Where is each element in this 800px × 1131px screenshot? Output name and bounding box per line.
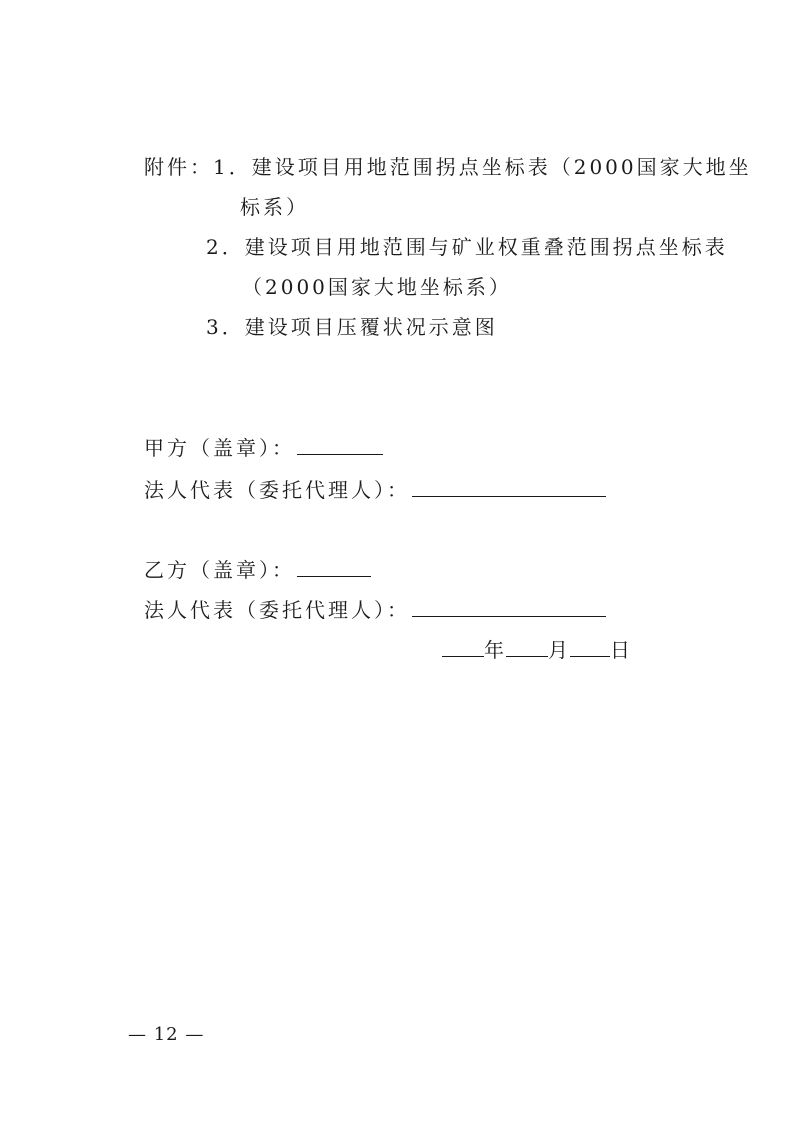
attachment-item-3-line1	[206, 313, 498, 341]
year-label: 年	[484, 638, 504, 662]
party-a-label: 甲方（盖章）：	[144, 436, 295, 460]
day-label: 日	[610, 638, 630, 662]
attachment-item-1-text: 建设项目用地范围拐点坐标表（2000国家大地坐	[251, 155, 752, 179]
party-b-seal-row	[144, 556, 371, 584]
year-blank[interactable]	[442, 636, 484, 657]
party-b-label: 乙方（盖章）：	[144, 558, 295, 582]
attachment-item-2-text-cont: （2000国家大地坐标系）	[242, 275, 512, 299]
attachment-item-3-text: 建设项目压覆状况示意图	[244, 315, 498, 339]
attachment-item-2-line2	[242, 273, 512, 301]
attachment-item-1-number: 1．	[213, 155, 252, 179]
party-b-rep-row	[144, 596, 606, 624]
attachment-item-2-text: 建设项目用地范围与矿业权重叠范围拐点坐标表	[244, 235, 728, 259]
party-a-seal-row	[144, 434, 383, 462]
party-a-seal-blank[interactable]	[297, 434, 383, 455]
month-blank[interactable]	[506, 636, 548, 657]
party-b-seal-blank[interactable]	[297, 556, 371, 577]
party-b-rep-blank[interactable]	[412, 596, 606, 617]
page-number: — 12 —	[128, 1024, 205, 1045]
attachment-item-1-line1	[144, 153, 752, 181]
party-a-rep-row	[144, 476, 606, 504]
month-label: 月	[548, 638, 568, 662]
attachments-heading: 附件：	[144, 155, 213, 179]
date-row	[442, 636, 630, 664]
party-b-rep-label: 法人代表（委托代理人）：	[144, 598, 410, 622]
day-blank[interactable]	[570, 636, 610, 657]
attachment-item-2-number: 2．	[206, 235, 245, 259]
party-a-rep-blank[interactable]	[412, 476, 606, 497]
attachment-item-1-line2	[240, 193, 309, 221]
attachment-item-1-text-cont: 标系）	[240, 195, 309, 219]
party-a-rep-label: 法人代表（委托代理人）：	[144, 478, 410, 502]
attachment-item-3-number: 3．	[206, 315, 245, 339]
attachment-item-2-line1	[206, 233, 728, 261]
